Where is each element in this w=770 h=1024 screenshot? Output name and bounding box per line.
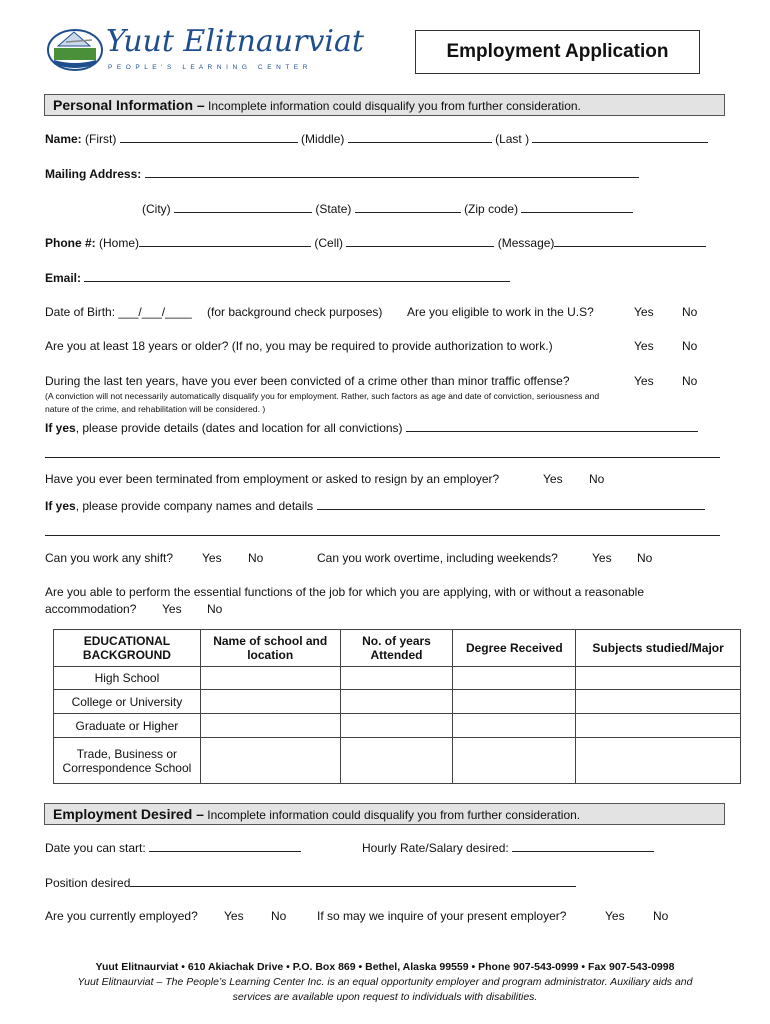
eligible-yes[interactable]: Yes <box>634 305 654 319</box>
eligible-question: Are you eligible to work in the U.S? <box>407 305 594 319</box>
employed-no[interactable]: No <box>271 909 287 923</box>
first-name-field[interactable] <box>120 131 298 143</box>
phone-label: Phone #: <box>45 236 96 250</box>
table-row <box>54 667 741 690</box>
degree-cell[interactable] <box>453 690 576 714</box>
crime-details-field-2[interactable] <box>45 446 720 458</box>
home-phone-field[interactable] <box>139 235 311 247</box>
crime-if-yes: If yes <box>45 421 76 435</box>
crime-yes[interactable]: Yes <box>634 374 654 388</box>
education-level: High School <box>54 667 201 690</box>
inquire-no[interactable]: No <box>653 909 669 923</box>
crime-details-row <box>45 420 698 435</box>
middle-name-field[interactable] <box>348 131 492 143</box>
doc-title-box <box>415 30 700 74</box>
email-field[interactable] <box>84 270 510 282</box>
subjects-cell[interactable] <box>576 714 741 738</box>
footer-note-1: Yuut Elitnaurviat – The People’s Learning Center Inc. is an equal opportunity employer and program administrator. Auxiliary aids and <box>77 976 693 988</box>
education-header: Subjects studied/Major <box>576 630 741 667</box>
personal-section-note: Incomplete information could disqualify you from further consideration. <box>204 99 581 113</box>
home-label: (Home) <box>99 236 140 250</box>
essential-question-2: accommodation? <box>45 602 137 616</box>
company-details-row <box>45 498 705 513</box>
education-header-row <box>54 630 741 667</box>
overtime-no[interactable]: No <box>637 551 653 565</box>
essential-question-1: Are you able to perform the essential functions of the job for which you are applying, with or without a reasonable <box>45 585 645 599</box>
table-row <box>54 714 741 738</box>
terminated-yes[interactable]: Yes <box>543 472 563 486</box>
education-header: Name of school and location <box>200 630 340 667</box>
email-label: Email: <box>45 271 82 285</box>
education-header: EDUCATIONAL BACKGROUND <box>54 630 201 667</box>
position-row <box>45 875 576 890</box>
cell-label: (Cell) <box>314 236 344 250</box>
last-name-field[interactable] <box>532 131 708 143</box>
city-row <box>142 201 633 216</box>
crime-note-2: nature of the crime, and rehabilitation will be considered. ) <box>45 404 266 414</box>
dob-text: Date of Birth: ___/___/____ <box>45 305 192 319</box>
position-label: Position desired <box>45 876 131 890</box>
years-cell[interactable] <box>340 738 453 784</box>
inquire-yes[interactable]: Yes <box>605 909 625 923</box>
education-table <box>53 629 741 784</box>
degree-cell[interactable] <box>453 714 576 738</box>
mailing-label: Mailing Address: <box>45 167 142 181</box>
terminated-no[interactable]: No <box>589 472 605 486</box>
years-cell[interactable] <box>340 714 453 738</box>
zip-label: (Zip code) <box>464 202 519 216</box>
employment-section-note: Incomplete information could disqualify you from further consideration. <box>203 808 581 822</box>
city-label: (City) <box>142 202 171 216</box>
state-field[interactable] <box>355 201 461 213</box>
education-level: Trade, Business or Correspondence School <box>54 738 201 784</box>
footer-address: Yuut Elitnaurviat • 610 Akiachak Drive • P.O. Box 869 • Bethel, Alaska 99559 • Phone 907-543-0999 • Fax 907-543-0998 <box>95 961 675 973</box>
first-label: (First) <box>85 132 117 146</box>
degree-cell[interactable] <box>453 667 576 690</box>
employed-question: Are you currently employed? <box>45 909 198 923</box>
doc-title: Employment Application <box>446 41 669 62</box>
school-cell[interactable] <box>200 667 340 690</box>
middle-label: (Middle) <box>301 132 345 146</box>
logo-subtitle: P E O P L E ' S L E A R N I N G C E N T E R <box>108 64 309 71</box>
mailing-address-field[interactable] <box>145 166 639 178</box>
shift-no[interactable]: No <box>248 551 264 565</box>
education-level: College or University <box>54 690 201 714</box>
start-label: Date you can start: <box>45 841 146 855</box>
logo <box>44 22 364 76</box>
education-header: Degree Received <box>453 630 576 667</box>
terminated-question: Have you ever been terminated from employment or asked to resign by an employer? <box>45 472 500 486</box>
company-details-field[interactable] <box>317 498 705 510</box>
eligible-no[interactable]: No <box>682 305 698 319</box>
message-phone-field[interactable] <box>554 235 706 247</box>
subjects-cell[interactable] <box>576 738 741 784</box>
years-cell[interactable] <box>340 667 453 690</box>
rate-row <box>362 840 654 855</box>
crime-no[interactable]: No <box>682 374 698 388</box>
message-label: (Message) <box>497 236 555 250</box>
inquire-question: If so may we inquire of your present employer? <box>317 909 567 923</box>
overtime-question: Can you work overtime, including weekends? <box>317 551 558 565</box>
personal-section-header <box>44 94 725 116</box>
employed-yes[interactable]: Yes <box>224 909 244 923</box>
crime-question: During the last ten years, have you ever been convicted of a crime other than minor traffic offense? <box>45 374 570 388</box>
table-row <box>54 738 741 784</box>
phone-row <box>45 235 706 250</box>
last-label: (Last ) <box>495 132 530 146</box>
degree-cell[interactable] <box>453 738 576 784</box>
logo-emblem-icon <box>44 22 106 74</box>
name-label: Name: <box>45 132 82 146</box>
rate-field[interactable] <box>512 840 654 852</box>
table-row <box>54 690 741 714</box>
crime-details-label: , please provide details (dates and location for all convictions) <box>75 421 403 435</box>
personal-section-title: Personal Information – <box>53 97 205 113</box>
education-header: No. of years Attended <box>340 630 453 667</box>
essential-no[interactable]: No <box>207 602 223 616</box>
shift-yes[interactable]: Yes <box>202 551 222 565</box>
years-cell[interactable] <box>340 690 453 714</box>
school-cell[interactable] <box>200 690 340 714</box>
start-date-field[interactable] <box>149 840 301 852</box>
company-if-yes: If yes <box>45 499 76 513</box>
overtime-yes[interactable]: Yes <box>592 551 612 565</box>
essential-yes[interactable]: Yes <box>162 602 182 616</box>
email-row <box>45 270 510 285</box>
crime-note-1: (A conviction will not necessarily automatically disqualify you for employment. Rather, such factors as age and date of conviction, seriousness and <box>45 391 600 401</box>
crime-details-field[interactable] <box>406 420 698 432</box>
age-yes[interactable]: Yes <box>634 339 654 353</box>
rate-label: Hourly Rate/Salary desired: <box>362 841 509 855</box>
zip-field[interactable] <box>521 201 633 213</box>
city-field[interactable] <box>174 201 312 213</box>
footer-note-2: services are available upon request to individuals with disabilities. <box>232 991 538 1003</box>
dob-note: (for background check purposes) <box>207 305 383 319</box>
logo-title: Yuut Elitnaurviat <box>106 24 364 59</box>
school-cell[interactable] <box>200 714 340 738</box>
employment-section-title: Employment Desired – <box>53 806 204 822</box>
mailing-row <box>45 166 639 181</box>
age-no[interactable]: No <box>682 339 698 353</box>
subjects-cell[interactable] <box>576 667 741 690</box>
education-level: Graduate or Higher <box>54 714 201 738</box>
company-details-field-2[interactable] <box>45 524 720 536</box>
school-cell[interactable] <box>200 738 340 784</box>
cell-phone-field[interactable] <box>346 235 494 247</box>
start-row <box>45 840 301 855</box>
shift-question: Can you work any shift? <box>45 551 174 565</box>
company-details-label: , please provide company names and details <box>75 499 314 513</box>
employment-section-header <box>44 803 725 825</box>
state-label: (State) <box>315 202 352 216</box>
age-question: Are you at least 18 years or older? (If no, you may be required to provide authorization to work.) <box>45 339 553 353</box>
subjects-cell[interactable] <box>576 690 741 714</box>
name-row <box>45 131 708 146</box>
position-field[interactable] <box>130 875 576 887</box>
